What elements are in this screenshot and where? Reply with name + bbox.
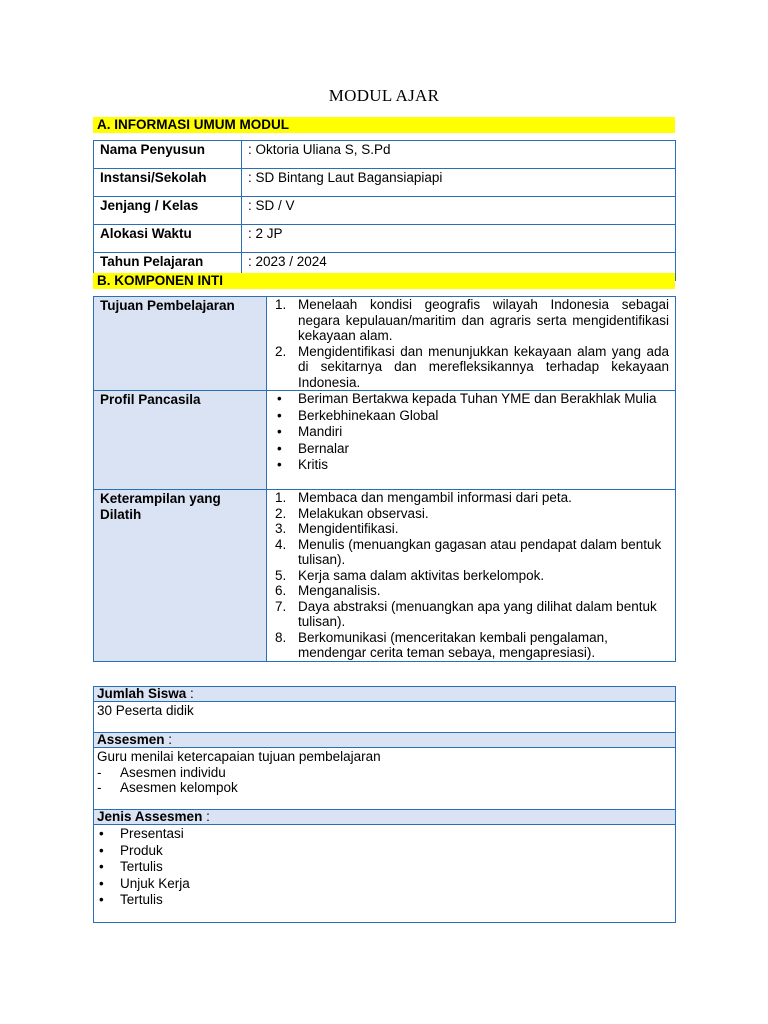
list-text: Menganalisis.	[298, 583, 381, 598]
table-row	[94, 687, 676, 702]
list-text: Tertulis	[120, 892, 163, 907]
bullet-icon: •	[99, 859, 104, 874]
bullet-icon: •	[277, 407, 282, 423]
info-value: : 2 JP	[242, 225, 676, 253]
bullet-icon: •	[99, 842, 104, 858]
list-item	[97, 876, 672, 893]
jenis-asesmen-label: Jenis Assesmen	[97, 809, 203, 824]
table-row	[94, 297, 676, 391]
table-row	[94, 748, 676, 810]
list-text: Mandiri	[298, 424, 343, 439]
list-text: Mengidentifikasi dan menunjukkan kekayaan alam yang ada di sekitarnya dan merefleksikannya terhadap kekayaan Indonesia.	[298, 343, 669, 390]
keterampilan-value	[267, 490, 676, 662]
list-text: Membaca dan mengambil informasi dari peta.	[298, 490, 572, 505]
bullet-icon: •	[277, 457, 282, 472]
bullet-icon: •	[277, 391, 282, 406]
tujuan-value	[267, 297, 676, 391]
info-value: : SD / V	[242, 197, 676, 225]
list-item	[272, 506, 669, 522]
list-number: 2.	[275, 505, 287, 521]
list-text: Kerja sama dalam aktivitas berkelompok.	[298, 567, 545, 583]
list-item	[272, 630, 669, 661]
list-item	[97, 843, 672, 860]
list-number: 4.	[275, 536, 287, 552]
list-number: 6.	[275, 583, 287, 598]
jumlah-siswa-header	[94, 687, 676, 702]
table-row	[94, 197, 676, 225]
colon: :	[164, 732, 173, 747]
asesmen-list	[97, 765, 672, 796]
list-item	[272, 537, 669, 568]
jenis-asesmen-value	[94, 825, 676, 923]
info-label: Tahun Pelajaran	[94, 253, 242, 281]
colon: :	[186, 686, 194, 701]
list-text: Melakukan observasi.	[298, 505, 429, 521]
general-info-table	[93, 140, 676, 281]
section-b-heading: B. KOMPONEN INTI	[93, 273, 675, 289]
jumlah-siswa-value: 30 Peserta didik	[94, 702, 676, 733]
keterampilan-list	[272, 490, 669, 661]
table-row	[94, 391, 676, 490]
list-item	[97, 826, 672, 843]
keterampilan-label: Keterampilan yang Dilatih	[94, 490, 267, 662]
list-item	[272, 391, 669, 407]
list-item	[272, 344, 669, 391]
list-item	[272, 490, 669, 506]
core-components-table	[93, 296, 676, 662]
colon: :	[202, 809, 210, 824]
document-title: MODUL AJAR	[328, 86, 440, 105]
table-row	[94, 825, 676, 923]
list-text: Bernalar	[298, 440, 350, 456]
list-number: 7.	[275, 598, 287, 614]
list-text: Presentasi	[120, 826, 184, 841]
info-value: : SD Bintang Laut Bagansiapiapi	[242, 169, 676, 197]
list-number: 8.	[275, 629, 287, 645]
asesmen-label: Assesmen	[97, 732, 165, 747]
bullet-icon: •	[277, 424, 282, 439]
table-row	[94, 733, 676, 748]
bullet-icon: •	[99, 826, 104, 841]
list-text: Beriman Bertakwa kepada Tuhan YME dan Berakhlak Mulia	[298, 391, 657, 406]
list-item	[272, 408, 669, 424]
list-number: 3.	[275, 521, 287, 536]
list-item	[272, 441, 669, 457]
profil-value	[267, 391, 676, 490]
list-item	[97, 892, 672, 909]
tujuan-list	[272, 297, 669, 390]
bullet-icon: •	[99, 892, 104, 907]
table-row	[94, 490, 676, 662]
list-text: Menulis (menuangkan gagasan atau pendapat dalam bentuk tulisan).	[298, 536, 662, 567]
list-item	[272, 521, 669, 537]
list-number: 2.	[275, 343, 287, 359]
dash-icon: -	[97, 780, 102, 795]
list-text: Produk	[120, 842, 163, 858]
tujuan-label: Tujuan Pembelajaran	[94, 297, 267, 391]
list-item	[272, 583, 669, 599]
list-text: Unjuk Kerja	[120, 875, 190, 891]
jumlah-siswa-label: Jumlah Siswa	[97, 686, 187, 701]
info-label: Instansi/Sekolah	[94, 169, 242, 197]
assessment-table	[93, 686, 676, 923]
info-value: : Oktoria Uliana S, S.Pd	[242, 141, 676, 169]
list-item	[97, 780, 672, 796]
info-label: Nama Penyusun	[94, 141, 242, 169]
list-text: Berkomunikasi (menceritakan kembali pengalaman, mendengar cerita teman sebaya, mengapresiasi).	[298, 629, 608, 660]
list-text: Tertulis	[120, 859, 163, 874]
info-label: Jenjang / Kelas	[94, 197, 242, 225]
section-a-heading: A. INFORMASI UMUM MODUL	[93, 117, 675, 133]
list-item	[97, 859, 672, 876]
bullet-icon: •	[99, 875, 104, 891]
asesmen-intro: Guru menilai ketercapaian tujuan pembelajaran	[97, 749, 381, 764]
jenis-asesmen-list	[97, 826, 672, 909]
list-number: 5.	[275, 567, 287, 583]
list-item	[272, 424, 669, 440]
table-row	[94, 702, 676, 733]
list-text: Daya abstraksi (menuangkan apa yang dilihat dalam bentuk tulisan).	[298, 598, 657, 629]
list-number: 1.	[275, 297, 287, 312]
info-value: : 2023 / 2024	[242, 253, 676, 281]
table-row	[94, 141, 676, 169]
list-item	[97, 765, 672, 781]
list-text: Menelaah kondisi geografis wilayah Indonesia sebagai negara kepulauan/maritim dan agraris serta mengidentifikasi kekayaan alam.	[298, 297, 669, 343]
list-item	[272, 297, 669, 344]
list-number: 1.	[275, 490, 287, 505]
list-item	[272, 599, 669, 630]
list-text: Mengidentifikasi.	[298, 521, 399, 536]
bullet-icon: •	[277, 440, 282, 456]
info-label: Alokasi Waktu	[94, 225, 242, 253]
list-item	[272, 457, 669, 473]
profil-list	[272, 391, 669, 473]
list-text: Berkebhinekaan Global	[298, 407, 439, 423]
list-text: Asesmen kelompok	[120, 780, 238, 795]
table-row	[94, 169, 676, 197]
table-row	[94, 225, 676, 253]
dash-icon: -	[97, 764, 102, 780]
asesmen-value	[94, 748, 676, 810]
list-text: Asesmen individu	[120, 764, 226, 780]
profil-label: Profil Pancasila	[94, 391, 267, 490]
jenis-asesmen-header	[94, 810, 676, 825]
list-text: Kritis	[298, 457, 328, 472]
list-item	[272, 568, 669, 584]
asesmen-header	[94, 733, 676, 748]
table-row	[94, 810, 676, 825]
